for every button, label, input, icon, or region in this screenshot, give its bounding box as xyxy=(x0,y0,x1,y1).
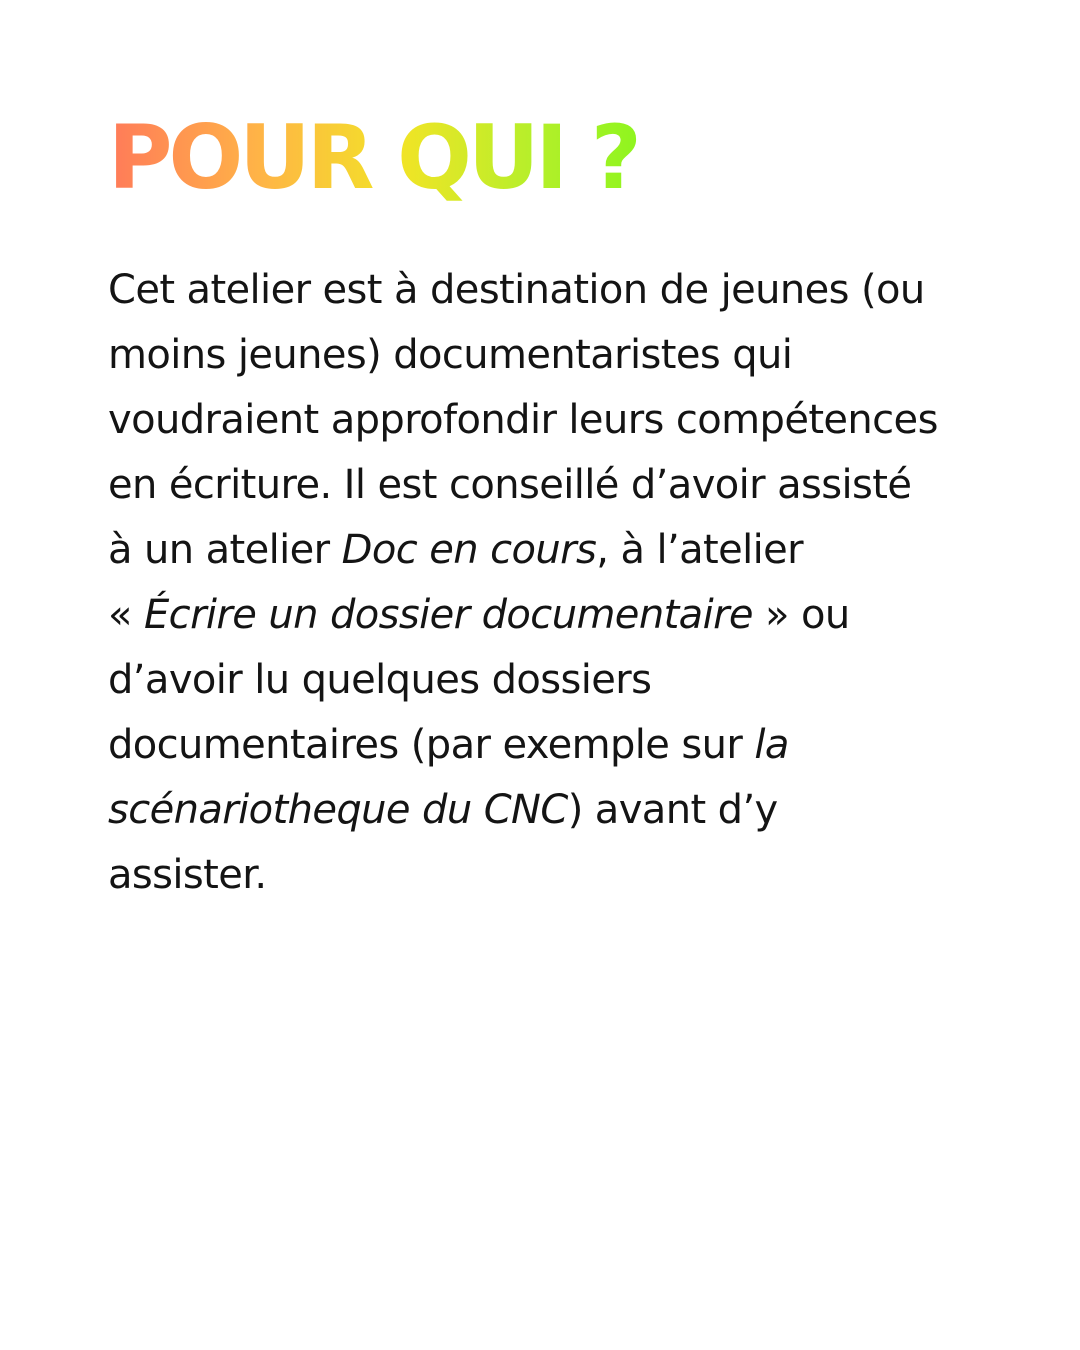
paragraph-line xyxy=(108,583,988,648)
text-span: ) avant d’y xyxy=(567,787,778,833)
paragraph-line xyxy=(108,453,988,518)
text-span: assister. xyxy=(108,852,267,898)
text-span: « xyxy=(108,592,144,638)
paragraph-line xyxy=(108,258,988,323)
text-span: » ou xyxy=(752,592,850,638)
text-span: moins jeunes) documentaristes qui xyxy=(108,332,793,378)
paragraph-line xyxy=(108,388,988,453)
italic-text: la xyxy=(754,722,789,768)
text-span: voudraient approfondir leurs compétences xyxy=(108,397,938,443)
text-span: documentaires (par exemple sur xyxy=(108,722,755,768)
text-span: Cet atelier est à destination de jeunes (ou xyxy=(108,267,925,313)
paragraph-line xyxy=(108,713,988,778)
paragraph-line xyxy=(108,323,988,388)
body-paragraph xyxy=(108,258,988,908)
italic-text: Écrire un dossier documentaire xyxy=(144,592,753,638)
text-span: , à l’atelier xyxy=(596,527,803,573)
paragraph-line xyxy=(108,843,988,908)
paragraph-line xyxy=(108,518,988,583)
text-span: d’avoir lu quelques dossiers xyxy=(108,657,652,703)
page-title: POUR QUI ? xyxy=(108,106,638,209)
paragraph-line xyxy=(108,778,988,843)
text-span: à un atelier xyxy=(108,527,342,573)
text-span: en écriture. Il est conseillé d’avoir assisté xyxy=(108,462,912,508)
italic-text: scénariotheque du CNC xyxy=(108,787,568,833)
italic-text: Doc en cours xyxy=(341,527,597,573)
paragraph-line xyxy=(108,648,988,713)
